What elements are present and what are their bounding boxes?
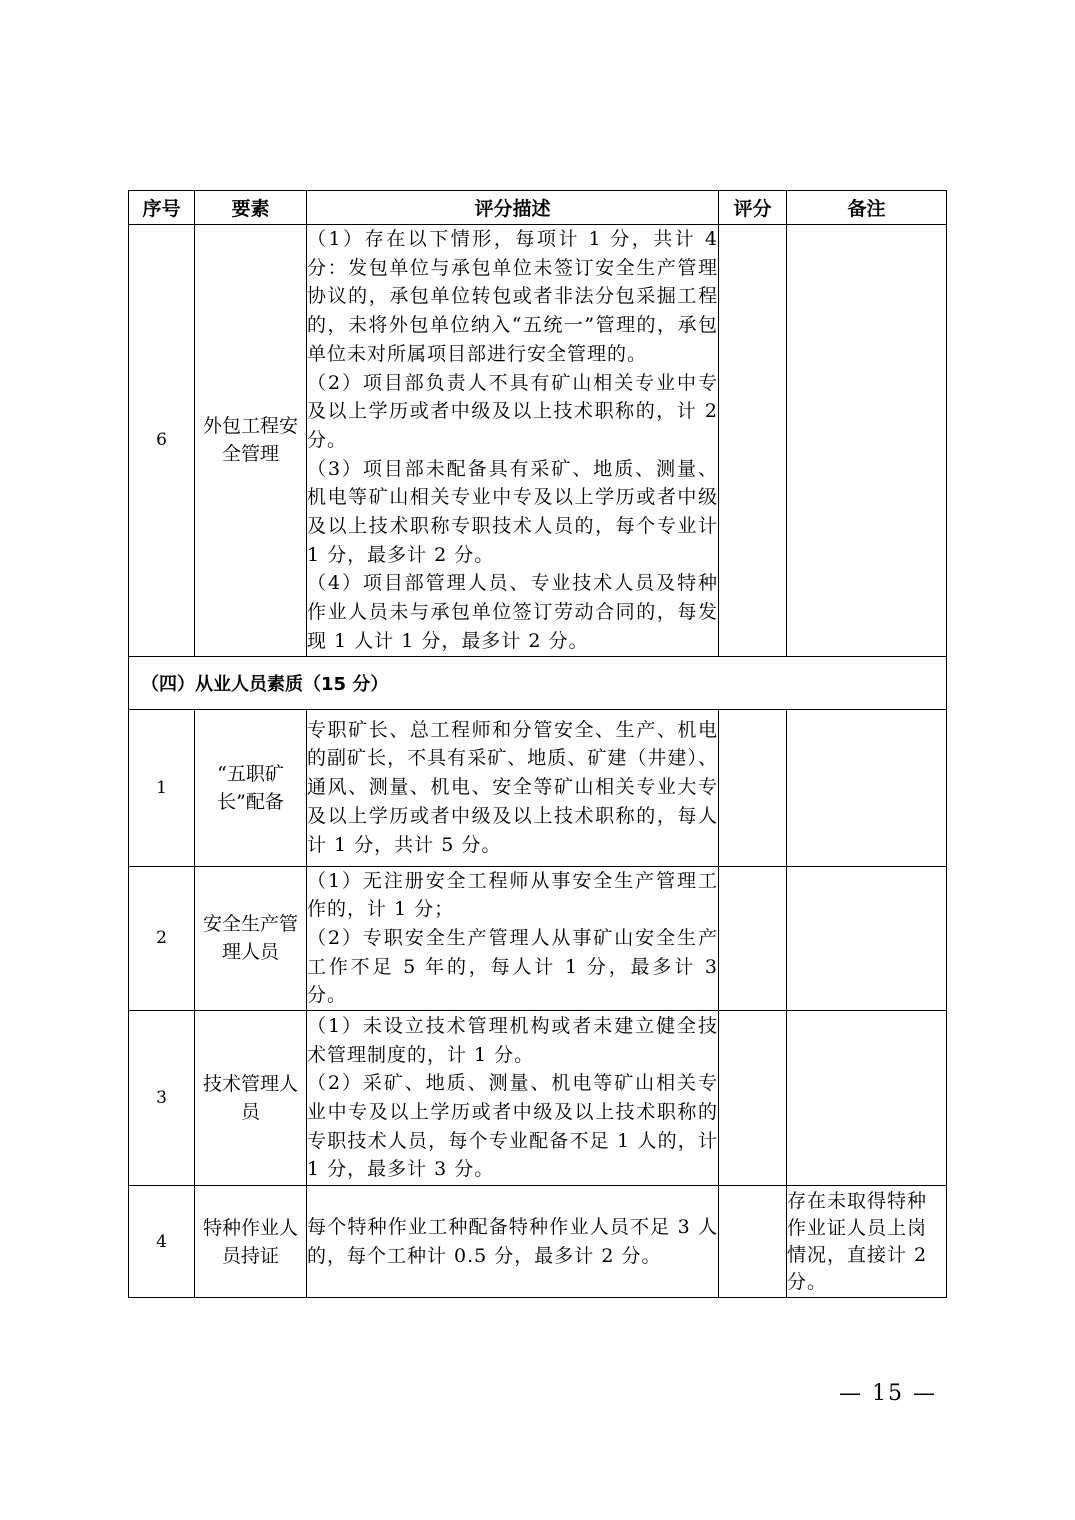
header-seq: 序号 bbox=[129, 191, 195, 225]
table-row bbox=[129, 1186, 947, 1298]
row-element: 安全生产管理人员 bbox=[195, 866, 307, 1011]
table-row bbox=[129, 866, 947, 1011]
section-title: （四）从业人员素质（15 分） bbox=[129, 656, 947, 709]
header-note: 备注 bbox=[787, 191, 947, 225]
row-score bbox=[719, 1186, 787, 1298]
row-element: 特种作业人员持证 bbox=[195, 1186, 307, 1298]
desc-item: （2）专职安全生产管理人从事矿山安全生产工作不足 5 年的，每人计 1 分，最多计 3 分。 bbox=[307, 926, 718, 1007]
row-seq: 3 bbox=[129, 1011, 195, 1186]
desc-item: （3）项目部未配备具有采矿、地质、测量、机电等矿山相关专业中专及以上学历或者中级及以上技术职称专职技术人员的，每个专业计 1 分，最多计 2 分。 bbox=[307, 457, 718, 566]
row-description bbox=[307, 866, 719, 1011]
scoring-table bbox=[128, 190, 947, 1298]
row-note bbox=[787, 866, 947, 1011]
row-note bbox=[787, 1011, 947, 1186]
row-note: 存在未取得特种作业证人员上岗情况，直接计 2 分。 bbox=[787, 1186, 947, 1298]
table-row bbox=[129, 1011, 947, 1186]
row-element: “五职矿长”配备 bbox=[195, 709, 307, 866]
desc-item: （2）项目部负责人不具有矿山相关专业中专及以上学历或者中级及以上技术职称的，计 2 分。 bbox=[307, 371, 718, 451]
row-seq: 1 bbox=[129, 709, 195, 866]
desc-item: （1）存在以下情形，每项计 1 分，共计 4 分：发包单位与承包单位未签订安全生产管理协议的，承包单位转包或者非法分包采掘工程的，未将外包单位纳入“五统一”管理的，承包单位未对所属项目部进行安全管理的。 bbox=[307, 228, 718, 365]
desc-item: 专职矿长、总工程师和分管安全、生产、机电的副矿长，不具有采矿、地质、矿建（井建）、通风、测量、机电、安全等矿山相关专业大专及以上学历或者中级及以上技术职称的，每人计 1 分，共计 5 分。 bbox=[307, 718, 718, 856]
header-description: 评分描述 bbox=[307, 191, 719, 225]
page-number: — 15 — bbox=[839, 1381, 937, 1406]
row-seq: 6 bbox=[129, 225, 195, 657]
table-row bbox=[129, 709, 947, 866]
row-score bbox=[719, 1011, 787, 1186]
desc-item: （1）未设立技术管理机构或者未建立健全技术管理制度的，计 1 分。 bbox=[307, 1014, 718, 1066]
desc-item: （4）项目部管理人员、专业技术人员及特种作业人员未与承包单位签订劳动合同的，每发现 1 人计 1 分，最多计 2 分。 bbox=[307, 572, 718, 652]
row-seq: 4 bbox=[129, 1186, 195, 1298]
desc-item: （1）无注册安全工程师从事安全生产管理工作的，计 1 分； bbox=[307, 869, 718, 921]
row-score bbox=[719, 225, 787, 657]
header-score: 评分 bbox=[719, 191, 787, 225]
row-description bbox=[307, 1011, 719, 1186]
table-row bbox=[129, 225, 947, 657]
row-seq: 2 bbox=[129, 866, 195, 1011]
row-score bbox=[719, 866, 787, 1011]
desc-item: （2）采矿、地质、测量、机电等矿山相关专业中专及以上学历或者中级及以上技术职称的专职技术人员，每个专业配备不足 1 人的，计 1 分，最多计 3 分。 bbox=[307, 1072, 718, 1181]
row-note bbox=[787, 225, 947, 657]
row-score bbox=[719, 709, 787, 866]
row-element: 技术管理人员 bbox=[195, 1011, 307, 1186]
section-row bbox=[129, 656, 947, 709]
header-element: 要素 bbox=[195, 191, 307, 225]
desc-item: 每个特种作业工种配备特种作业人员不足 3 人的，每个工种计 0.5 分，最多计 2 分。 bbox=[307, 1215, 718, 1267]
row-element: 外包工程安全管理 bbox=[195, 225, 307, 657]
header-row bbox=[129, 191, 947, 225]
row-description bbox=[307, 1186, 719, 1298]
row-description bbox=[307, 709, 719, 866]
row-note bbox=[787, 709, 947, 866]
row-description bbox=[307, 225, 719, 657]
